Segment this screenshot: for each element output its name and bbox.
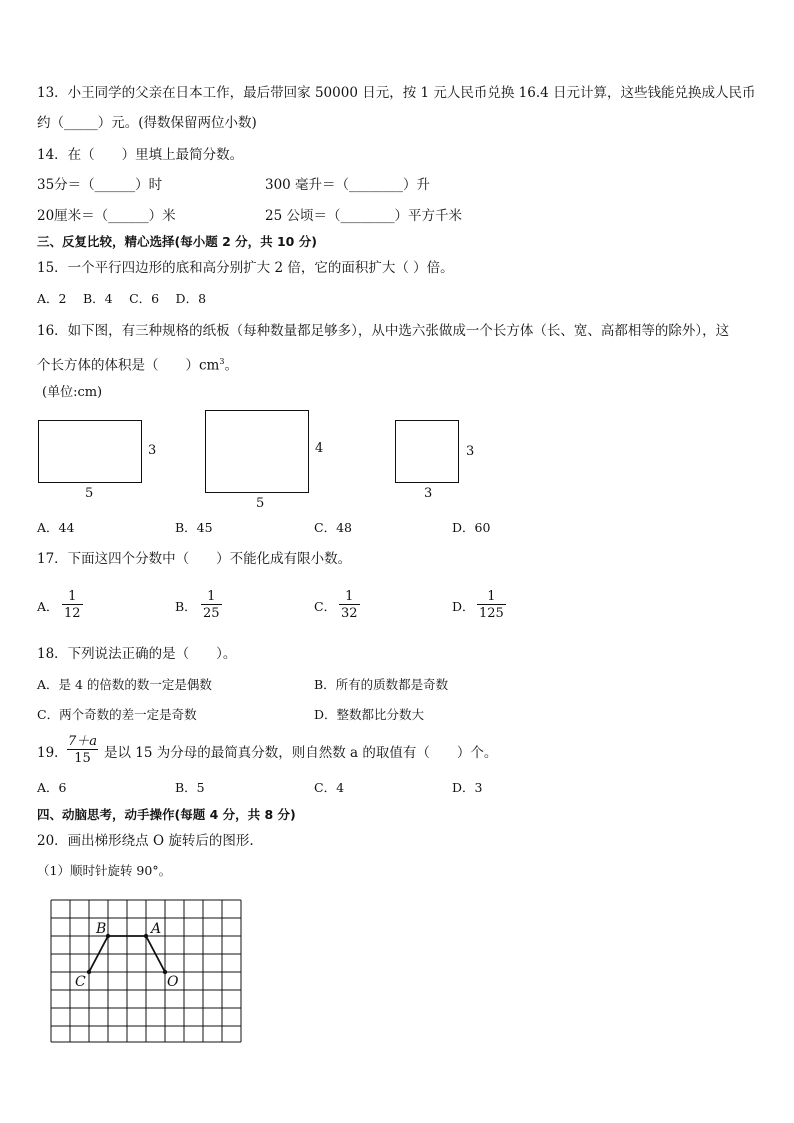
q16-option-d: D．60 (452, 520, 491, 535)
q17-option-c-label: C． (314, 599, 337, 614)
q16-unit: (单位:cm) (42, 385, 103, 400)
q20-sub1: （1）顺时针旋转 90°。 (37, 863, 172, 878)
q13-line2: 约（_____）元。(得数保留两位小数) (37, 115, 257, 131)
vertex-label-c: C (75, 974, 86, 990)
vertex-label-a: A (151, 921, 162, 937)
q15-text: 15．一个平行四边形的底和高分别扩大 2 倍，它的面积扩大（ ）倍。 (37, 260, 454, 276)
q19-option-b: B．5 (175, 780, 205, 795)
board-3x3-width: 3 (424, 486, 433, 501)
board-5x3-width: 5 (85, 486, 94, 501)
q16-line1: 16．如下图，有三种规格的纸板（每种数量都足够多），从中选六张做成一个长方体（长、宽、高都相等的除外），这 (37, 323, 730, 339)
board-5x3-height: 3 (148, 443, 157, 458)
section-4-heading: 四、动脑思考，动手操作(每题 4 分，共 8 分) (37, 807, 296, 822)
q16-option-c: C．48 (314, 520, 352, 535)
board-5x4-height: 4 (315, 441, 324, 456)
q17-option-c-den: 32 (341, 606, 358, 621)
q14-item-d: 25 公顷＝（________）平方千米 (265, 208, 462, 224)
q17-option-d-num: 1 (487, 589, 496, 604)
q18-option-c: C．两个奇数的差一定是奇数 (37, 707, 197, 722)
q16-option-a: A．44 (37, 520, 75, 535)
q18-option-a: A．是 4 的倍数的数一定是偶数 (37, 677, 212, 692)
q19-prefix: 19． (37, 745, 68, 761)
q19-fraction-den: 15 (67, 749, 98, 766)
board-5x4-width: 5 (256, 496, 265, 511)
q17-option-b-den: 25 (203, 606, 220, 621)
vertex-label-b: B (96, 921, 107, 937)
q18-text: 18．下列说法正确的是（ ）。 (37, 646, 237, 662)
q17-option-d-label: D． (452, 599, 475, 614)
q17-option-b-num: 1 (207, 589, 216, 604)
q14-title: 14．在（ ）里填上最简分数。 (37, 147, 244, 163)
q16-cubic-sup: 3 (219, 357, 225, 366)
q13-line1: 13．小王同学的父亲在日本工作，最后带回家 50000 日元，按 1 元人民币兑换 16.4 日元计算，这些钱能兑换成人民币 (37, 85, 756, 101)
q16-line2-text: 个长方体的体积是（ ）cm (37, 357, 220, 374)
q17-option-a-den: 12 (64, 606, 81, 621)
q15-options: A．2 B．4 C．6 D．8 (37, 291, 207, 306)
q17-option-c-num: 1 (345, 589, 354, 604)
grid-lines (51, 900, 241, 1042)
q16-line2-end: 。 (224, 357, 238, 374)
q17-option-d-den: 125 (479, 606, 504, 621)
q18-option-d: D．整数都比分数大 (314, 707, 425, 722)
q19-option-c: C．4 (314, 780, 345, 795)
vertex-label-o: O (167, 974, 179, 990)
q14-item-b: 300 毫升＝（________）升 (265, 177, 431, 193)
q17-option-a-num: 1 (68, 589, 77, 604)
q17-option-a-label: A． (37, 599, 59, 614)
q14-item-c: 20厘米＝（______）米 (37, 208, 176, 224)
q14-item-a: 35分＝（______）时 (37, 177, 163, 193)
q20-text: 20．画出梯形绕点 O 旋转后的图形. (37, 833, 254, 849)
q17-text: 17．下面这四个分数中（ ）不能化成有限小数。 (37, 551, 352, 567)
board-3x3-height: 3 (466, 444, 475, 459)
section-3-heading: 三、反复比较，精心选择(每小题 2 分，共 10 分) (37, 234, 317, 249)
q17-option-b-label: B． (175, 599, 197, 614)
q18-option-b: B．所有的质数都是奇数 (314, 677, 449, 692)
q19-fraction-num: 7＋a (68, 734, 98, 749)
q19-option-d: D．3 (452, 780, 483, 795)
q19-text: 是以 15 为分母的最简真分数，则自然数 a 的取值有（ ）个。 (104, 745, 498, 761)
q19-option-a: A．6 (37, 780, 67, 795)
q16-option-b: B．45 (175, 520, 213, 535)
